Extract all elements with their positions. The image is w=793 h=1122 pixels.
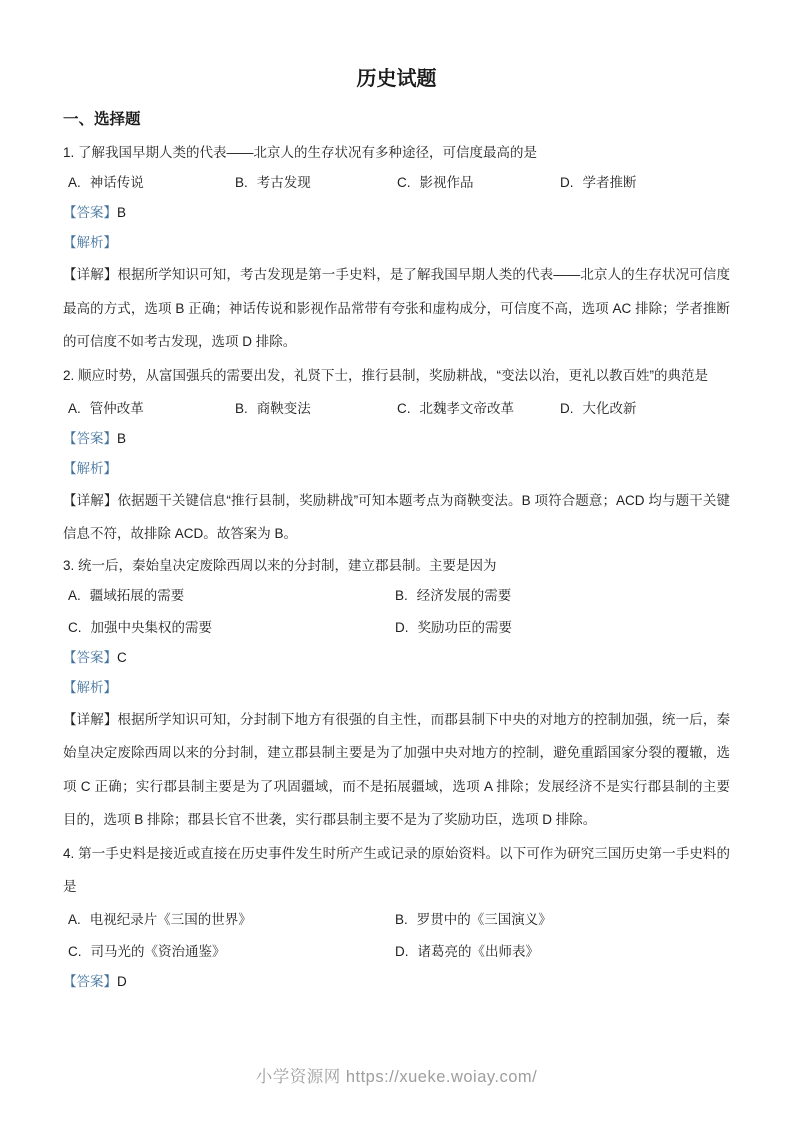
- option-text: 商鞅变法: [256, 400, 311, 416]
- option-b: [235, 394, 397, 424]
- detail-paragraph: [63, 703, 730, 837]
- question-3: [63, 551, 730, 837]
- option-text: 管仲改革: [89, 400, 144, 416]
- question-stem-text: 统一后，秦始皇决定废除西周以来的分封制，建立郡县制。主要是因为: [78, 557, 497, 573]
- option-c: [397, 394, 560, 424]
- option-text: 考古发现: [256, 175, 311, 190]
- option-key: A.: [68, 175, 81, 190]
- analysis-label: 【解析】: [63, 235, 117, 250]
- option-key: D.: [395, 943, 409, 959]
- answer-label: 【答案】: [63, 649, 117, 665]
- detail-text: 根据所学知识可知，考古发现是第一手史料，是了解我国早期人类的代表——北京人的生存状况可信度最高的方式，选项 B 正确；神话传说和影视作品常带有夸张和虚构成分，可信度不高，选项 AC 排除；学者推断的可信度不如考古发现，选项 D 排除。: [63, 267, 730, 349]
- options-grid: [63, 905, 730, 967]
- detail-label: 【详解】: [63, 267, 118, 282]
- detail-paragraph: [63, 258, 730, 359]
- option-text: 奖励功臣的需要: [417, 619, 512, 635]
- option-c: [397, 168, 560, 198]
- option-key: A.: [68, 400, 81, 416]
- answer-value: C: [117, 649, 127, 665]
- option-text: 司马光的《资治通鉴》: [90, 943, 226, 959]
- option-b: [235, 168, 397, 198]
- analysis-line: [63, 228, 730, 258]
- question-stem-text: 第一手史料是接近或直接在历史事件发生时所产生或记录的原始资料。以下可作为研究三国历史第一手史料的是: [63, 845, 730, 894]
- option-d: [395, 937, 730, 967]
- option-text: 罗贯中的《三国演义》: [416, 911, 552, 927]
- option-text: 学者推断: [582, 175, 637, 190]
- option-d: [560, 394, 730, 424]
- answer-value: B: [117, 430, 127, 446]
- option-key: D.: [560, 175, 574, 190]
- options-grid: [63, 581, 730, 643]
- option-key: B.: [395, 911, 408, 927]
- question-stem-text: 了解我国早期人类的代表——北京人的生存状况有多种途径，可信度最高的是: [78, 145, 538, 160]
- option-key: A.: [68, 587, 81, 603]
- watermark-footer: 小学资源网 https://xueke.woiay.com/: [255, 1068, 538, 1086]
- question-stem: [63, 551, 730, 581]
- question-number: 4.: [63, 845, 75, 861]
- option-a: [68, 905, 395, 935]
- question-1: [63, 138, 730, 359]
- analysis-line: [63, 454, 730, 484]
- option-key: A.: [68, 911, 81, 927]
- option-a: [68, 394, 235, 424]
- option-text: 神话传说: [89, 175, 144, 190]
- question-stem: [63, 359, 730, 392]
- analysis-label: 【解析】: [63, 460, 117, 476]
- question-number: 1.: [63, 145, 75, 160]
- option-d: [395, 613, 730, 643]
- option-c: [68, 937, 395, 967]
- options-row: [63, 394, 730, 424]
- option-text: 疆域拓展的需要: [89, 587, 185, 603]
- question-number: 2.: [63, 367, 75, 383]
- option-b: [395, 581, 730, 611]
- options-row: [63, 168, 730, 198]
- detail-label: 【详解】: [63, 492, 118, 508]
- option-text: 影视作品: [419, 175, 474, 190]
- option-key: B.: [235, 175, 248, 190]
- option-a: [68, 168, 235, 198]
- option-text: 北魏孝文帝改革: [419, 400, 514, 416]
- option-b: [395, 905, 730, 935]
- question-4: [63, 837, 730, 997]
- analysis-label: 【解析】: [63, 679, 117, 695]
- option-key: C.: [68, 619, 82, 635]
- option-key: C.: [397, 175, 411, 190]
- option-a: [68, 581, 395, 611]
- option-c: [68, 613, 395, 643]
- question-2: [63, 359, 730, 551]
- detail-text: 根据所学知识可知，分封制下地方有很强的自主性，而郡县制下中央的对地方的控制加强，统一后，秦始皇决定废除西周以来的分封制，建立郡县制主要是为了加强中央对地方的控制，避免重蹈国家分裂的覆辙，选项 C 正确；实行郡县制主要是为了巩固疆域，而不是拓展疆域，选项 A 排除；发展经济不是实行郡县制的主要目的，选项 B 排除；郡县长官不世袭，实行郡县制主要不是为了奖励功臣，选项 D 排除。: [63, 711, 731, 827]
- detail-text: 依据题干关键信息“推行县制，奖励耕战”可知本题考点为商鞅变法。B 项符合题意；ACD 均与题干关键信息不符，故排除 ACD。故答案为 B。: [63, 492, 730, 541]
- answer-label: 【答案】: [63, 973, 117, 989]
- option-text: 经济发展的需要: [416, 587, 512, 603]
- answer-value: B: [117, 205, 127, 220]
- option-key: B.: [395, 587, 408, 603]
- option-text: 电视纪录片《三国的世界》: [89, 911, 252, 927]
- question-stem-text: 顺应时势，从富国强兵的需要出发，礼贤下士，推行县制，奖励耕战，“变法以治，更礼以教百姓”的典范是: [78, 367, 709, 383]
- option-key: C.: [68, 943, 82, 959]
- option-key: D.: [560, 400, 574, 416]
- section-heading: 一、选择题: [63, 111, 141, 128]
- analysis-line: [63, 673, 730, 703]
- option-key: B.: [235, 400, 248, 416]
- option-key: C.: [397, 400, 411, 416]
- question-number: 3.: [63, 557, 75, 573]
- answer-line: [63, 424, 730, 454]
- option-text: 大化改新: [582, 400, 637, 416]
- question-stem: [63, 138, 730, 168]
- answer-label: 【答案】: [63, 430, 117, 446]
- page-title: 历史试题: [356, 68, 437, 90]
- answer-label: 【答案】: [63, 205, 117, 220]
- question-stem: [63, 837, 730, 903]
- answer-line: [63, 967, 730, 997]
- option-text: 加强中央集权的需要: [90, 619, 212, 635]
- answer-line: [63, 198, 730, 228]
- answer-line: [63, 643, 730, 673]
- answer-value: D: [117, 973, 127, 989]
- option-d: [560, 168, 730, 198]
- detail-paragraph: [63, 484, 730, 551]
- option-text: 诸葛亮的《出师表》: [417, 943, 539, 959]
- option-key: D.: [395, 619, 409, 635]
- detail-label: 【详解】: [63, 711, 118, 727]
